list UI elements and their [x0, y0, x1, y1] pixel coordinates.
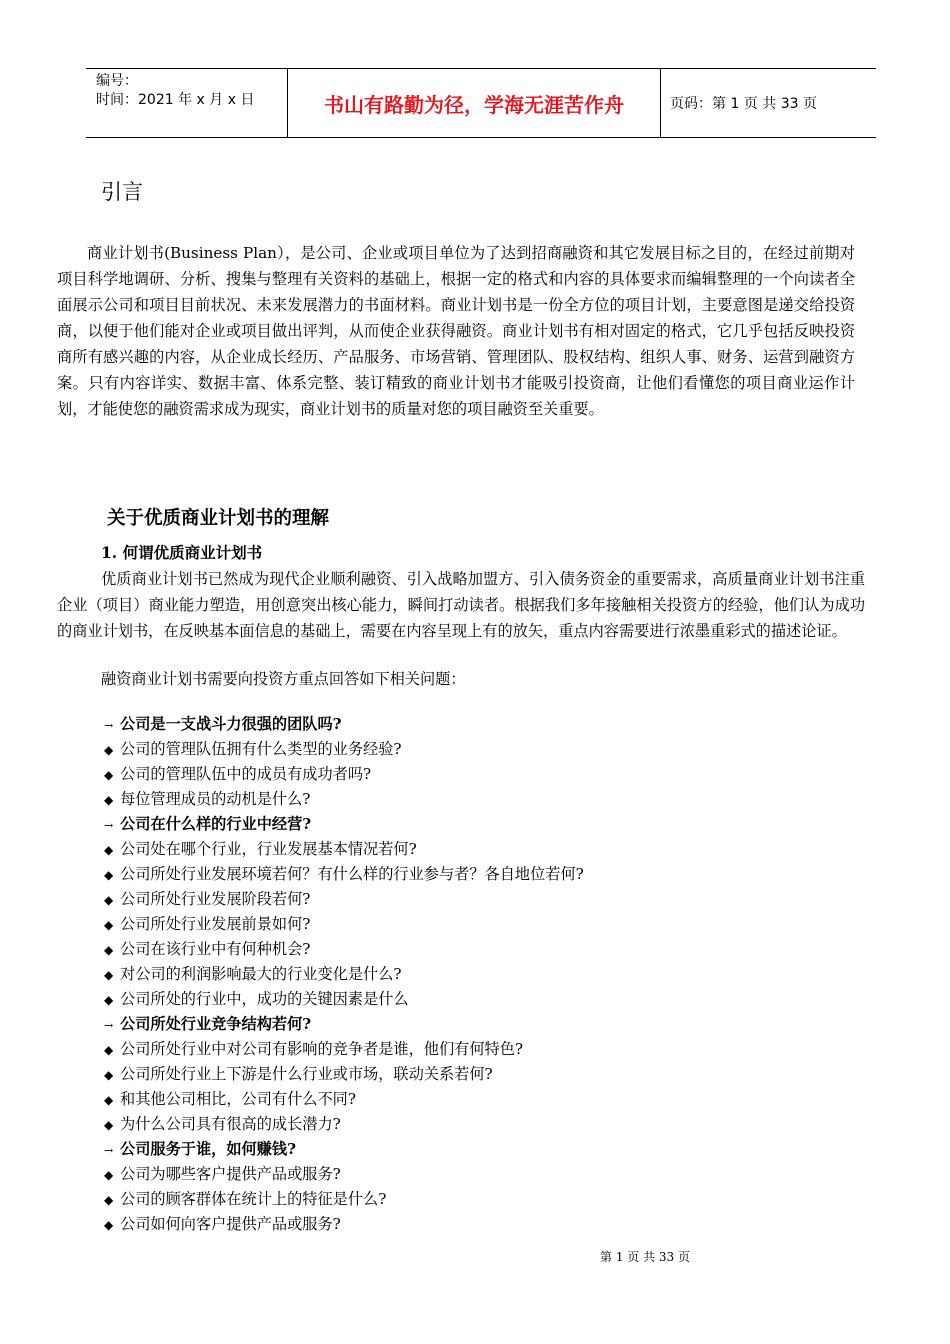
diamond-bullet-icon: ◆: [104, 1043, 114, 1057]
question-heading: [104, 1137, 864, 1162]
question-heading: [104, 812, 864, 837]
diamond-bullet-icon: ◆: [104, 943, 114, 957]
question-text: 公司服务于谁，如何赚钱?: [120, 1140, 296, 1158]
question-text: 每位管理成员的动机是什么?: [120, 790, 311, 808]
question-item: [104, 862, 864, 887]
question-text: 公司在什么样的行业中经营?: [120, 815, 312, 833]
question-text: 公司为哪些客户提供产品或服务?: [120, 1165, 341, 1183]
section-title: 关于优质商业计划书的理解: [107, 508, 330, 529]
section-paragraph: 融资商业计划书需要向投资方重点回答如下相关问题：: [101, 670, 466, 688]
intro-paragraph: 商业计划书(Business Plan），是公司、企业或项目单位为了达到招商融资和其它发展目标之目的，在经过前期对项目科学地调研、分析、搜集与整理有关资料的基础上，根据一定的格式和内容的具体要求而编辑整理的一个向读者全面展示公司和项目目前状况、未来发展潜力的书面材料。商业计划书是一份全方位的项目计划，主要意图是递交给投资商，以便于他们能对企业或项目做出评判，从而使企业获得融资。商业计划书有相对固定的格式，它几乎包括反映投资商所有感兴趣的内容，从企业成长经历、产品服务、市场营销、管理团队、股权结构、组织人事、财务、运营到融资方案。只有内容详实、数据丰富、体系完整、装订精致的商业计划书才能吸引投资商，让他们看懂您的项目商业运作计划，才能使您的融资需求成为现实，商业计划书的质量对您的项目融资至关重要。: [57, 244, 855, 418]
question-item: [104, 912, 864, 937]
question-text: 公司在该行业中有何种机会?: [120, 940, 311, 958]
diamond-bullet-icon: ◆: [104, 993, 114, 1007]
diamond-bullet-icon: ◆: [104, 1093, 114, 1107]
header-time-label: 时间：2021 年 x 月 x 日: [96, 92, 255, 108]
arrow-icon: →: [104, 1019, 114, 1032]
diamond-bullet-icon: ◆: [104, 1193, 114, 1207]
section-paragraph: 优质商业计划书已然成为现代企业顺利融资、引入战略加盟方、引入债务资金的重要需求，高质量商业计划书注重企业（项目）商业能力塑造，用创意突出核心能力，瞬间打动读者。根据我们多年接触相关投资方的经验，他们认为成功的商业计划书，在反映基本面信息的基础上，需要在内容呈现上有的放矢，重点内容需要进行浓墨重彩式的描述论证。: [57, 570, 865, 640]
question-item: [104, 1087, 864, 1112]
question-item: [104, 1162, 864, 1187]
question-item: [104, 937, 864, 962]
question-item: [104, 1112, 864, 1137]
question-item: [104, 962, 864, 987]
question-text: 对公司的利润影响最大的行业变化是什么?: [120, 965, 402, 983]
question-text: 公司如何向客户提供产品或服务?: [120, 1215, 341, 1233]
question-item: [104, 837, 864, 862]
diamond-bullet-icon: ◆: [104, 968, 114, 982]
header-motto: 书山有路勤为径，学海无涯苦作舟: [324, 92, 624, 117]
arrow-icon: →: [104, 1144, 114, 1157]
question-item: [104, 1037, 864, 1062]
question-text: 公司所处行业发展前景如何?: [120, 915, 311, 933]
question-text: 为什么公司具有很高的成长潜力?: [120, 1115, 341, 1133]
diamond-bullet-icon: ◆: [104, 768, 114, 782]
question-text: 公司的管理队伍拥有什么类型的业务经验?: [120, 740, 402, 758]
question-text: 公司所处行业发展环境若何？有什么样的行业参与者？各自地位若何?: [120, 865, 584, 883]
diamond-bullet-icon: ◆: [104, 1168, 114, 1182]
question-item: [104, 1187, 864, 1212]
question-item: [104, 762, 864, 787]
diamond-bullet-icon: ◆: [104, 843, 114, 857]
question-text: 公司的顾客群体在统计上的特征是什么?: [120, 1190, 387, 1208]
arrow-icon: →: [104, 819, 114, 832]
question-text: 公司是一支战斗力很强的团队吗?: [120, 715, 342, 733]
question-item: [104, 1062, 864, 1087]
header-divider: [660, 69, 661, 137]
diamond-bullet-icon: ◆: [104, 1218, 114, 1232]
diamond-bullet-icon: ◆: [104, 893, 114, 907]
question-item: [104, 987, 864, 1012]
header-meta: [96, 72, 286, 110]
question-text: 公司所处行业发展阶段若何?: [120, 890, 311, 908]
question-item: [104, 887, 864, 912]
arrow-icon: →: [104, 719, 114, 732]
question-text: 公司的管理队伍中的成员有成功者吗?: [120, 765, 372, 783]
question-text: 公司所处行业中对公司有影响的竞争者是谁，他们有何特色?: [120, 1040, 524, 1058]
diamond-bullet-icon: ◆: [104, 918, 114, 932]
header-page-info: 页码：第 1 页 共 33 页: [670, 96, 817, 112]
question-text: 公司所处的行业中，成功的关键因素是什么: [120, 990, 409, 1008]
question-heading: [104, 712, 864, 737]
diamond-bullet-icon: ◆: [104, 743, 114, 757]
question-heading: [104, 1012, 864, 1037]
page-footer: 第 1 页 共 33 页: [600, 1250, 690, 1264]
question-text: 公司所处行业上下游是什么行业或市场，联动关系若何?: [120, 1065, 493, 1083]
diamond-bullet-icon: ◆: [104, 1118, 114, 1132]
intro-title: 引言: [101, 180, 143, 204]
header-number-label: 编号：: [96, 73, 138, 89]
diamond-bullet-icon: ◆: [104, 868, 114, 882]
section-subtitle: 1. 何谓优质商业计划书: [101, 543, 263, 562]
diamond-bullet-icon: ◆: [104, 793, 114, 807]
question-text: 公司所处行业竞争结构若何?: [120, 1015, 312, 1033]
question-text: 和其他公司相比，公司有什么不同?: [120, 1090, 356, 1108]
question-list: [104, 712, 864, 1237]
question-item: [104, 787, 864, 812]
page-header: [86, 68, 876, 138]
diamond-bullet-icon: ◆: [104, 1068, 114, 1082]
question-item: [104, 1212, 864, 1237]
question-text: 公司处在哪个行业，行业发展基本情况若何?: [120, 840, 417, 858]
question-item: [104, 737, 864, 762]
